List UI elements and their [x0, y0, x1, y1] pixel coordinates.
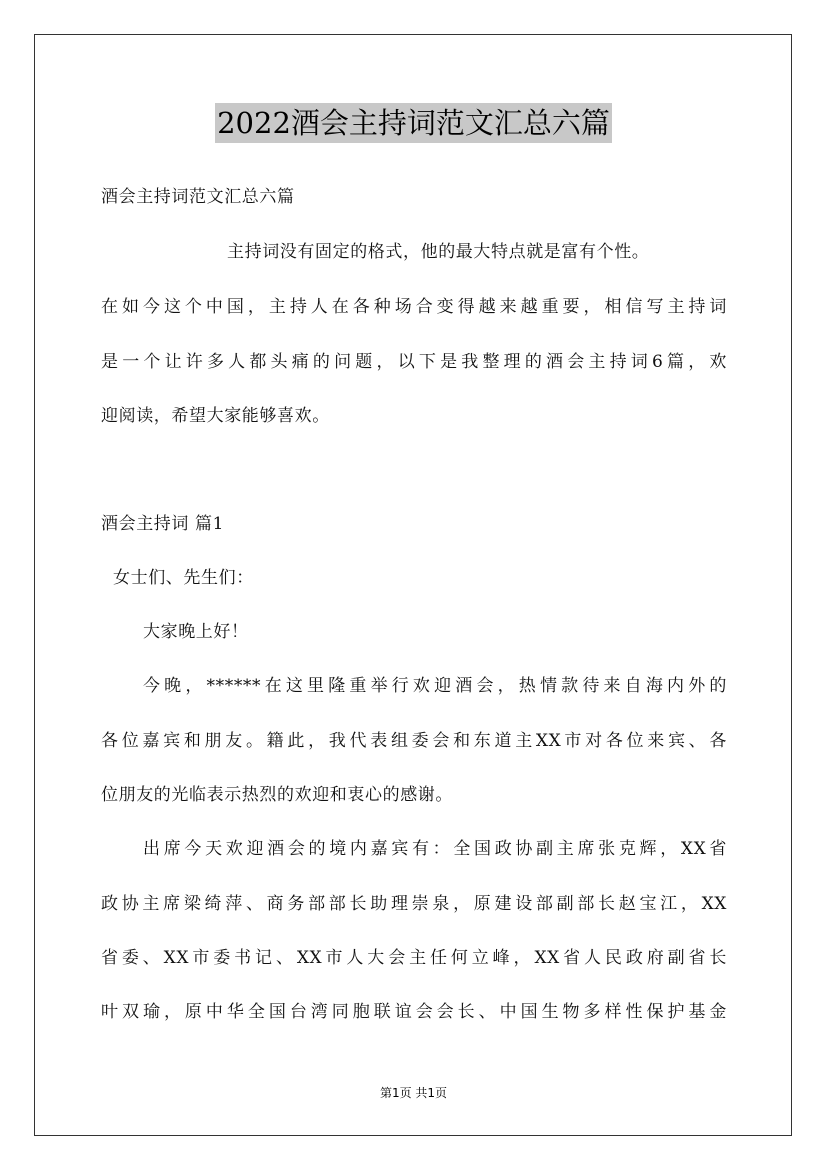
intro-line-1: 主持词没有固定的格式，他的最大特点就是富有个性。	[227, 242, 650, 262]
intro-line-4: 迎阅读，希望大家能够喜欢。	[101, 406, 330, 426]
para2-line-1: 出席今天欢迎酒会的境内嘉宾有：全国政协副主席张克辉，XX省	[143, 839, 727, 859]
intro-line-3: 是一个让许多人都头痛的问题，以下是我整理的酒会主持词6篇，欢	[101, 352, 727, 372]
para2-line-3: 省委、XX市委书记、XX市人大会主任何立峰，XX省人民政府副省长	[101, 948, 727, 968]
para2-line-2: 政协主席梁绮萍、商务部部长助理崇泉，原建设部副部长赵宝江，XX	[101, 894, 727, 914]
document-title: 2022酒会主持词范文汇总六篇	[215, 103, 612, 143]
subtitle-line: 酒会主持词范文汇总六篇	[101, 187, 295, 207]
greeting-line: 女士们、先生们：	[113, 568, 254, 588]
para1-line-1: 今晚，******在这里隆重举行欢迎酒会，热情款待来自海内外的	[143, 676, 727, 696]
para2-line-4: 叶双瑜，原中华全国台湾同胞联谊会会长、中国生物多样性保护基金	[101, 1002, 727, 1022]
para1-line-2: 各位嘉宾和朋友。籍此，我代表组委会和东道主XX市对各位来宾、各	[101, 731, 727, 751]
page-footer: 第1页 共1页	[379, 1086, 448, 1100]
section-heading: 酒会主持词 篇1	[101, 514, 225, 534]
para1-line-3: 位朋友的光临表示热烈的欢迎和衷心的感谢。	[101, 785, 453, 805]
title-container	[0, 103, 827, 143]
evening-greeting: 大家晚上好！	[143, 622, 249, 642]
intro-line-2: 在如今这个中国，主持人在各种场合变得越来越重要，相信写主持词	[101, 297, 727, 317]
